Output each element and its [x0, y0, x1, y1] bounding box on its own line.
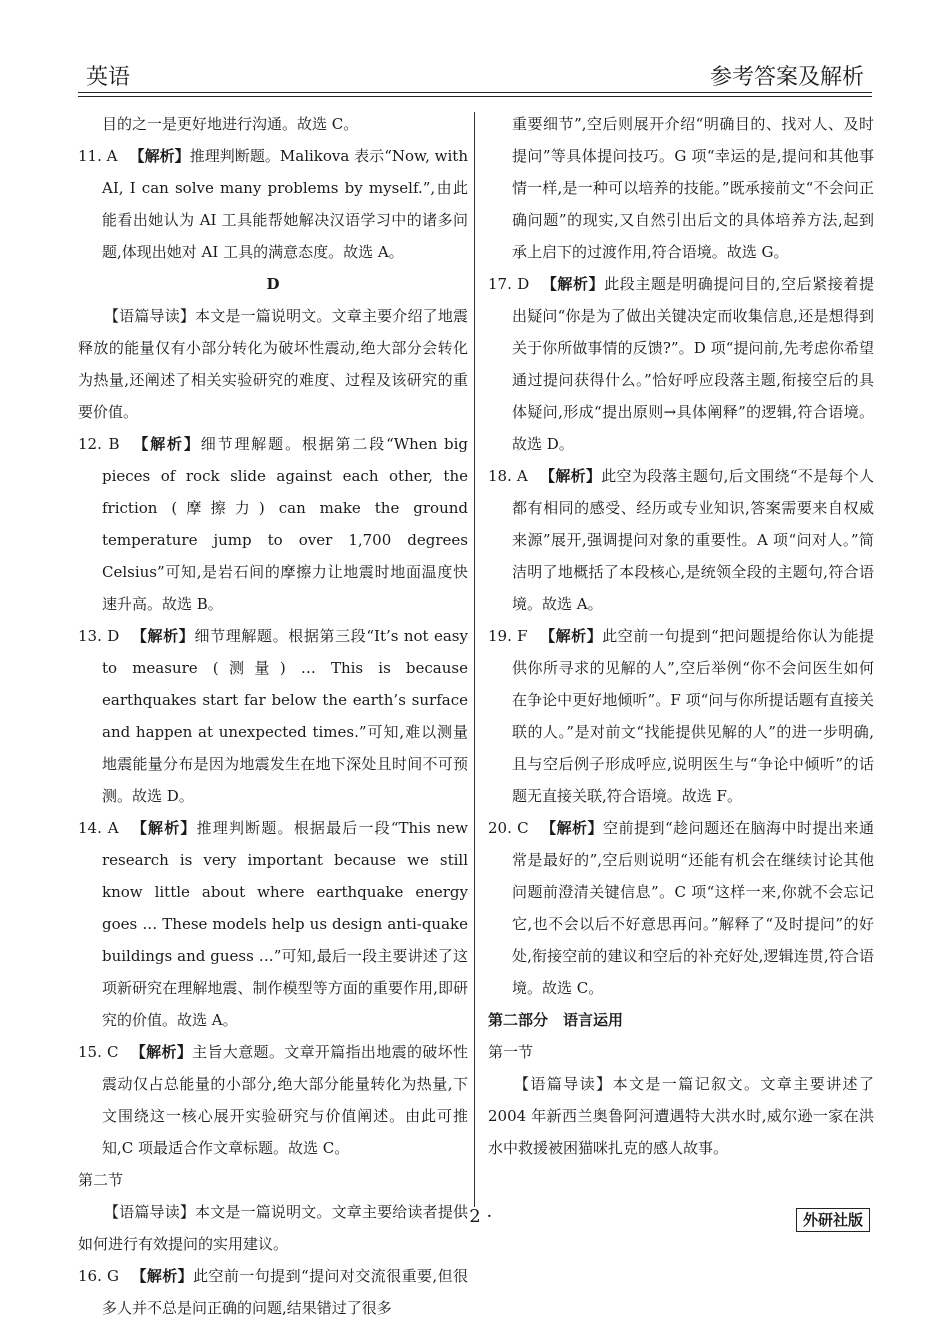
- column-divider: [474, 112, 475, 1207]
- analysis-text: 此空前一句提到“提问对交流很重要,但很多人并不总是问正确的问题,结果错过了很多: [102, 1267, 468, 1317]
- analysis-text: 细节理解题。根据第三段“It’s not easy to measure (测量) … This is because earthquakes start far below the earth’s surface and happen at unexpected times.”可知,难以测量地震能量分布是因为地震发生在地下深处且时间不可预测。故选 D。: [102, 627, 468, 805]
- answer-item: [78, 1036, 468, 1164]
- answer-number: 15. C: [78, 1043, 119, 1061]
- section-title: 参考答案及解析: [709, 65, 864, 90]
- page-header: [78, 58, 872, 92]
- answer-item: [488, 460, 874, 620]
- passage-guide: 【语篇导读】本文是一篇说明文。文章主要介绍了地震释放的能量仅有小部分转化为破坏性震动,绝大部分会转化为热量,还阐述了相关实验研究的难度、过程及该研究的重要价值。: [78, 307, 468, 421]
- answer-item: [488, 620, 874, 812]
- analysis-tag: 【解析】: [539, 467, 602, 485]
- analysis-tag: 【解析】: [129, 147, 190, 165]
- answer-item: [78, 428, 468, 620]
- analysis-tag: 【解析】: [131, 1267, 194, 1285]
- passage-guide: 【语篇导读】本文是一篇记叙文。文章主要讲述了 2004 年新西兰奥鲁阿河遭遇特大洪水时,威尔逊一家在洪水中救援被困猫咪扎克的感人故事。: [488, 1075, 874, 1157]
- answer-number: 17. D: [488, 275, 530, 293]
- header-rule: [78, 92, 872, 93]
- page-number: · 2 ·: [457, 1206, 493, 1227]
- answer-item: [488, 812, 874, 1004]
- analysis-text: 空前提到“趁问题还在脑海中时提出来通常是最好的”,空后则说明“还能有机会在继续讨论其他问题前澄清关键信息”。C 项“这样一来,你就不会忘记它,也不会以后不好意思再问。”解释了“及时提问”的好处,衔接空前的建议和空后的补充好处,逻辑连贯,符合语境。故选 C。: [512, 819, 874, 997]
- passage-guide: 【语篇导读】本文是一篇说明文。文章主要给读者提供如何进行有效提问的实用建议。: [78, 1203, 468, 1253]
- analysis-tag: 【解析】: [541, 275, 605, 293]
- analysis-tag: 【解析】: [539, 627, 603, 645]
- analysis-text: 此空前一句提到“把问题提给你认为能提供你所寻求的见解的人”,空后举例“你不会问医生如何在争论中更好地倾听”。F 项“问与你所提话题有直接关联的人。”是对前文“找能提供见解的人”的进一步明确,且与空后例子形成呼应,说明医生与“争论中倾听”的话题无直接关联,符合语境。故选 F。: [512, 627, 874, 805]
- section-label: 第一节: [488, 1043, 534, 1061]
- continued-text: 目的之一是更好地进行沟通。故选 C。: [102, 115, 359, 133]
- part-heading: 第二部分 语言运用: [488, 1011, 624, 1029]
- analysis-text: 此段主题是明确提问目的,空后紧接着提出疑问“你是为了做出关键决定而收集信息,还是想得到关于你所做事情的反馈?”。D 项“提问前,先考虑你希望通过提问获得什么。”恰好呼应段落主题,衔接空后的具体疑问,形成“提出原则→具体阐释”的逻辑,符合语境。故选 D。: [512, 275, 874, 453]
- answer-item: [78, 812, 468, 1036]
- analysis-text: 细节理解题。根据第二段“When big pieces of rock slide against each other, the friction (摩擦力) can make the ground temperature jump to over 1,700 degrees Celsius”可知,是岩石间的摩擦力让地震时地面温度快速升高。故选 B。: [102, 435, 468, 613]
- analysis-tag: 【解析】: [131, 435, 201, 453]
- answer-number: 14. A: [78, 819, 119, 837]
- answer-item: [488, 268, 874, 460]
- right-column: [488, 108, 874, 1164]
- answer-number: 18. A: [488, 467, 528, 485]
- header-rule-thin: [78, 96, 872, 97]
- answer-number: 16. G: [78, 1267, 120, 1285]
- answer-item: [78, 140, 468, 268]
- analysis-text: 推理判断题。根据最后一段“This new research is very important because we still know little about where earthquake energy goes … These models help us design anti-quake buildings and guess …”可知,最后一段主要讲述了这项新研究在理解地震、制作模型等方面的重要作用,即研究的价值。故选 A。: [102, 819, 468, 1029]
- analysis-tag: 【解析】: [130, 819, 197, 837]
- analysis-tag: 【解析】: [131, 627, 195, 645]
- answer-number: 13. D: [78, 627, 120, 645]
- analysis-text: 此空为段落主题句,后文围绕“不是每个人都有相同的感受、经历或专业知识,答案需要来自权威来源”展开,强调提问对象的重要性。A 项“问对人。”简洁明了地概括了本段核心,是统领全段的主题句,符合语境。故选 A。: [512, 467, 874, 613]
- answer-number: 12. B: [78, 435, 120, 453]
- answer-item: [78, 1260, 468, 1324]
- passage-heading: D: [266, 275, 280, 293]
- answer-item: [78, 620, 468, 812]
- edition-badge: 外研社版: [796, 1208, 870, 1232]
- analysis-tag: 【解析】: [540, 819, 604, 837]
- subject-label: 英语: [86, 65, 131, 90]
- left-column: [78, 108, 468, 1324]
- answer-number: 11. A: [78, 147, 118, 165]
- continued-text: 重要细节”,空后则展开介绍“明确目的、找对人、及时提问”等具体提问技巧。G 项“幸运的是,提问和其他事情一样,是一种可以培养的技能。”既承接前文“不会问正确问题”的现实,又自然引出后文的具体培养方法,起到承上启下的过渡作用,符合语境。故选 G。: [512, 115, 874, 261]
- answer-number: 19. F: [488, 627, 528, 645]
- analysis-text: 推理判断题。Malikova 表示“Now, with AI, I can solve many problems by myself.”,由此能看出她认为 AI 工具能帮她解决汉语学习中的诸多问题,体现出她对 AI 工具的满意态度。故选 A。: [102, 147, 468, 261]
- analysis-tag: 【解析】: [130, 1043, 193, 1061]
- section-label: 第二节: [78, 1171, 124, 1189]
- answer-number: 20. C: [488, 819, 529, 837]
- analysis-text: 主旨大意题。文章开篇指出地震的破坏性震动仅占总能量的小部分,绝大部分能量转化为热量,下文围绕这一核心展开实验研究与价值阐述。由此可推知,C 项最适合作文章标题。故选 C。: [102, 1043, 468, 1157]
